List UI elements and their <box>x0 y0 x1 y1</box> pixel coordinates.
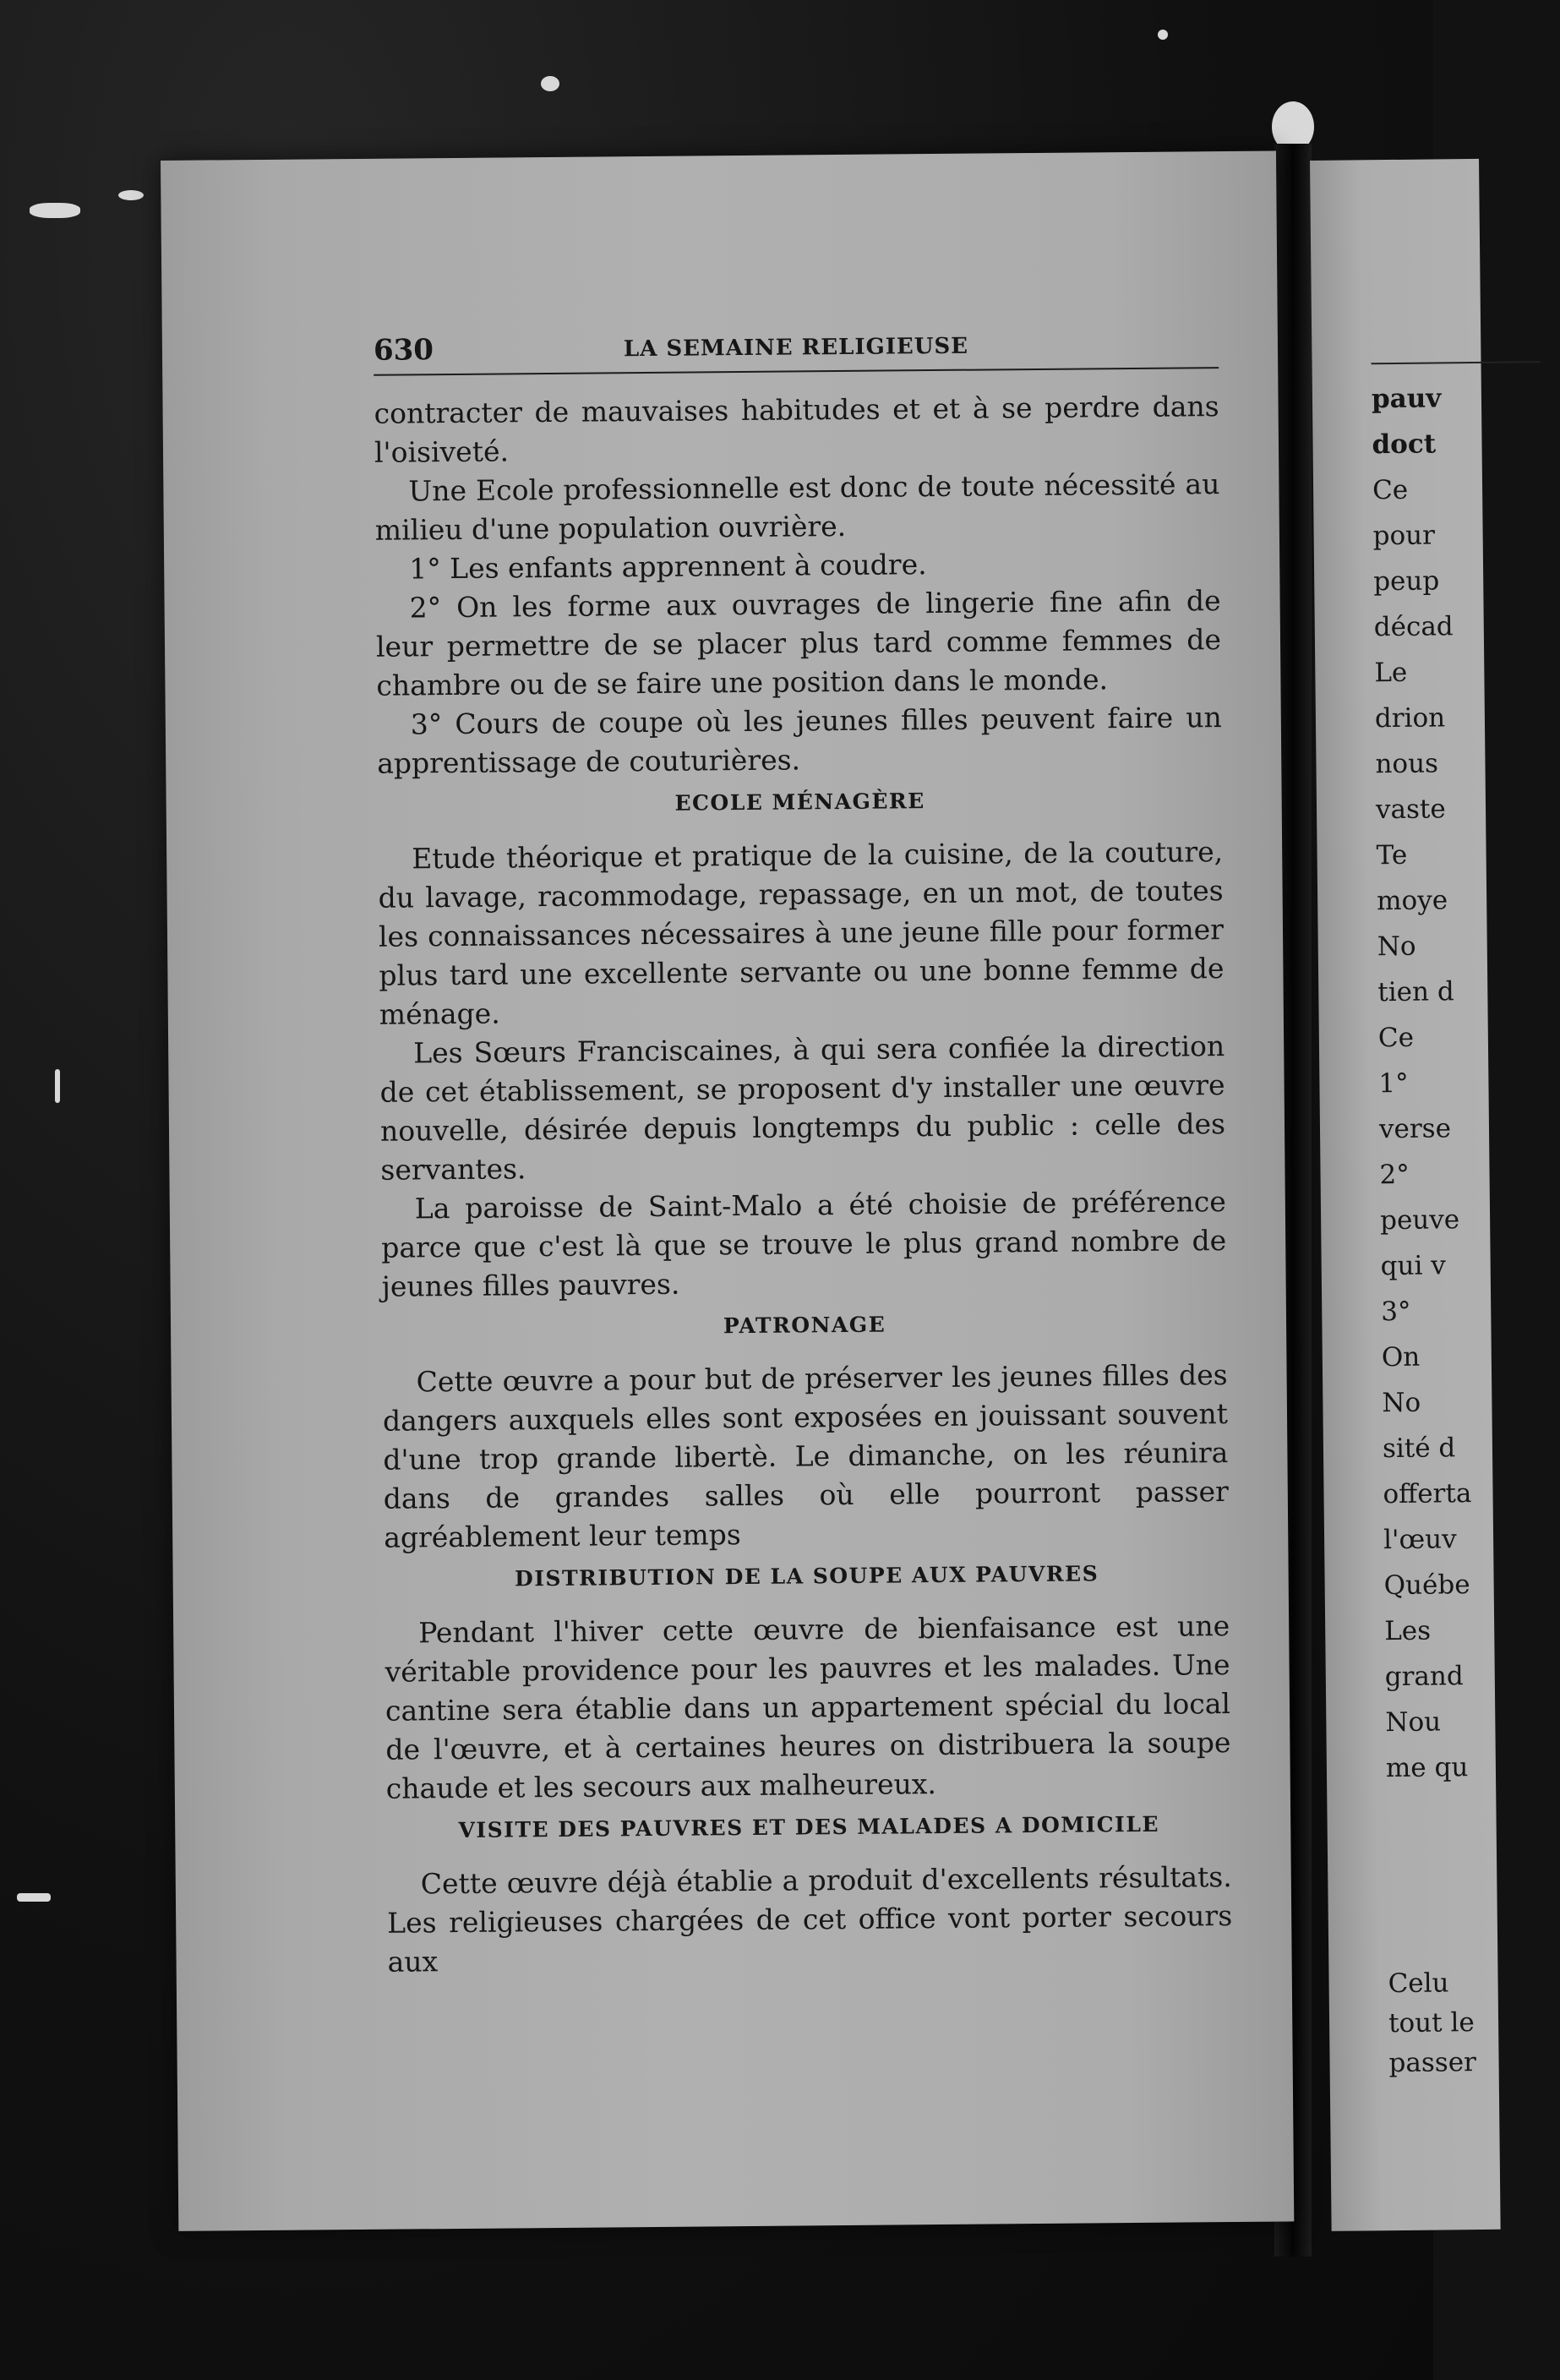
right-page-line: Celu <box>1388 1968 1449 2000</box>
right-page-line: peuve <box>1379 1204 1460 1236</box>
film-speck <box>30 203 80 218</box>
right-page-line: doct <box>1372 429 1437 461</box>
paragraph: 3° Cours de coupe où les jeunes filles peuvent faire un apprentissage de couturières. <box>377 701 1222 780</box>
right-page-line: qui v <box>1380 1250 1446 1282</box>
right-page-line: Les <box>1384 1615 1432 1647</box>
paragraph: Pendant l'hiver cette œuvre de bienfaisance est une véritable providence pour les pauvres et les malades. Une cantine sera établie dans un appartement spécial du local de l'œuvre, et à certaines heures on distribuera la soupe chaude et les secours aux malheureux. <box>385 1609 1231 1805</box>
right-page-line: No <box>1382 1387 1421 1419</box>
right-page-line: Te <box>1376 839 1408 871</box>
section-heading: ECOLE MÉNAGÈRE <box>674 789 925 816</box>
film-speck <box>55 1069 60 1103</box>
film-speck <box>17 1893 51 1902</box>
page-number: 630 <box>373 333 434 368</box>
right-page-line: offerta <box>1383 1478 1472 1510</box>
right-page-line: passer <box>1388 2047 1477 2079</box>
paragraph: Une Ecole professionnelle est donc de toute nécessité au milieu d'une population ouvrière. <box>374 467 1220 547</box>
right-page-line: verse <box>1378 1113 1452 1145</box>
right-page-line: vaste <box>1375 794 1446 826</box>
right-page-line: 3° <box>1381 1296 1411 1328</box>
page-content <box>374 325 1233 1982</box>
book-page-left <box>161 150 1294 2230</box>
right-page-line: tout le <box>1388 2007 1475 2039</box>
section-heading: VISITE DES PAUVRES ET DES MALADES A DOMICILE <box>458 1811 1160 1842</box>
film-speck <box>118 190 144 200</box>
book-page-right-fragment <box>1310 159 1501 2231</box>
right-page-line: drion <box>1374 702 1446 734</box>
running-head-rule <box>1372 361 1541 364</box>
section-heading: DISTRIBUTION DE LA SOUPE AUX PAUVRES <box>514 1561 1099 1591</box>
paragraph: 2° On les forme aux ouvrages de lingerie fine afin de leur permettre de se placer plus tard comme femmes de chambre ou de se faire une position dans le monde. <box>375 584 1222 702</box>
right-page-line: Ce <box>1372 474 1409 506</box>
film-speck <box>541 76 559 91</box>
paragraph: Etude théorique et pratique de la cuisine, de la couture, du lavage, racommodage, repassage, en un mot, de toutes les connaissances nécessaires à une jeune fille pour former plus tard une excellente servante ou une bonne femme de ménage. <box>378 835 1225 1031</box>
paragraph: Cette œuvre déjà établie a produit d'excellents résultats. Les religieuses chargées de cet office vont porter secours aux <box>387 1860 1233 1979</box>
right-page-line: 1° <box>1378 1067 1409 1100</box>
right-page-line: l'œuv <box>1383 1524 1457 1556</box>
running-head <box>374 325 1219 376</box>
right-page-line: sité d <box>1382 1433 1456 1465</box>
right-page-line: On <box>1381 1341 1421 1373</box>
right-page-line: pauv <box>1371 383 1442 415</box>
section-heading: PATRONAGE <box>723 1312 886 1339</box>
paragraph: contracter de mauvaises habitudes et et à se perdre dans l'oisiveté. <box>374 390 1219 469</box>
right-page-line: me qu <box>1385 1752 1469 1784</box>
right-page-line: 2° <box>1379 1159 1410 1191</box>
body-text <box>374 387 1232 1982</box>
right-page-line: tien d <box>1377 976 1454 1008</box>
right-page-line: Québe <box>1383 1569 1470 1602</box>
paragraph: Cette œuvre a pour but de préserver les jeunes filles des dangers auxquels elles sont exposées en jouissant souvent d'une trop grande libertè. Le dimanche, on les réunira dans de grandes salles où elle pourront passer agréablement leur temps <box>382 1358 1229 1554</box>
right-page-line: grand <box>1384 1661 1464 1693</box>
paragraph: Les Sœurs Franciscaines, à qui sera confiée la direction de cet établissement, se proposent d'y installer une œuvre nouvelle, désirée depuis longtemps du public : celle des servantes. <box>379 1029 1226 1187</box>
running-title: LA SEMAINE RELIGIEUSE <box>623 333 969 363</box>
right-page-line: No <box>1377 931 1416 963</box>
right-page-line: décad <box>1373 611 1454 643</box>
right-page-line: Le <box>1374 657 1408 689</box>
right-page-line: peup <box>1373 565 1440 598</box>
right-page-line: Ce <box>1377 1022 1415 1054</box>
right-page-line: Nou <box>1385 1706 1442 1739</box>
film-speck <box>1158 30 1168 40</box>
paragraph: La paroisse de Saint-Malo a été choisie de préférence parce que c'est là que se trouve le plus grand nombre de jeunes filles pauvres. <box>381 1185 1227 1303</box>
paragraph: 1° Les enfants apprennent à coudre. <box>409 548 927 586</box>
right-page-line: nous <box>1375 748 1439 780</box>
right-page-line: moye <box>1376 885 1448 917</box>
right-page-line: pour <box>1372 520 1436 552</box>
